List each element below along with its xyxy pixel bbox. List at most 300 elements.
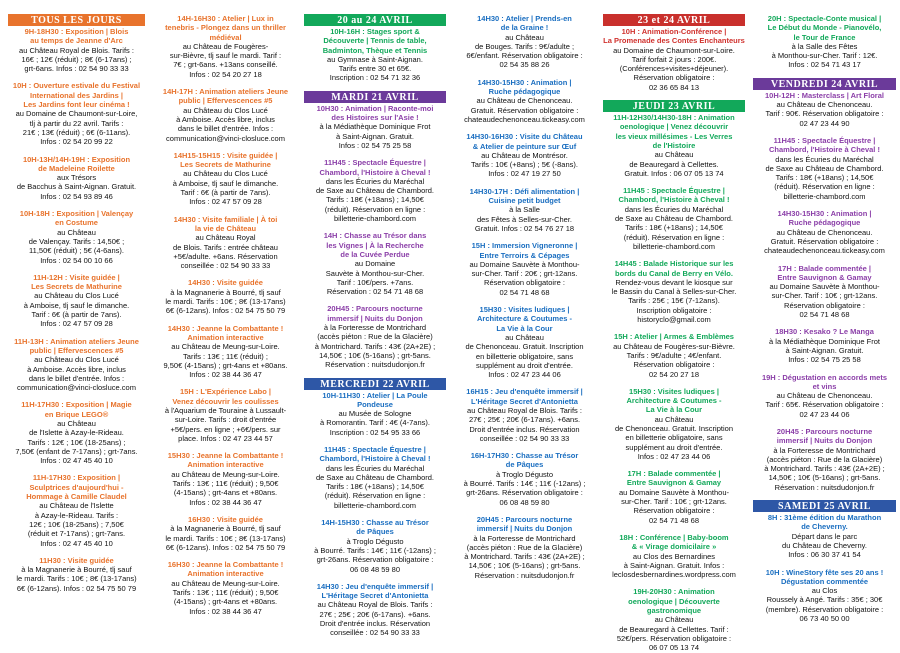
event-detail: au Clos	[811, 586, 838, 596]
event-item	[300, 158, 450, 223]
event-detail: (réduit et 7-17ans) ; grt-7ans.	[27, 529, 126, 539]
event-title: 19H : Dégustation en accords mets	[761, 372, 888, 382]
event-title: Architecture & Coutumes -	[476, 314, 572, 324]
event-title: au temps de Jeanne d'Arc	[30, 36, 123, 46]
event-item	[151, 278, 300, 315]
event-detail: au Château de Chenonceau.	[776, 227, 873, 237]
event-item	[599, 587, 749, 652]
event-title: de Pâques	[505, 460, 544, 470]
event-detail: à Monthou-sur-Cher. Tarif : 12€.	[771, 51, 878, 61]
event-item	[300, 445, 450, 510]
event-detail: conseillée : 02 54 90 33 33	[330, 628, 420, 638]
event-title: 10H-12H : Masterclass | Art Floral	[765, 90, 884, 100]
event-detail: (membre). Réservation obligatoire :	[765, 604, 884, 614]
event-detail: leclosdesbernardines.wordpress.com	[612, 570, 736, 580]
event-title: Architecture & Coutumes -	[626, 396, 722, 406]
event-title: Animation interactive	[187, 460, 264, 470]
event-detail: dans le billet d'entrée. Infos :	[177, 124, 274, 134]
event-item	[151, 14, 300, 79]
event-detail: Tarifs entre 30 et 65€.	[338, 64, 412, 74]
event-detail: à la Magnanerie à Bourré, tlj sauf	[21, 565, 132, 575]
event-detail: dans le billet d'entrée. Infos :	[28, 373, 125, 383]
event-title: médiéval	[209, 32, 242, 42]
event-title: 10H-16H : Stages sport &	[330, 27, 420, 36]
event-detail: 9,50€ (4-15ans) ; grt-4ans et +80ans.	[163, 360, 288, 370]
event-title: 15H30 : Visites ludiques |	[629, 386, 719, 396]
event-detail: Sauvète à Monthou-sur-Cher.	[325, 268, 425, 278]
event-detail: à Amboise. Accès libre, inclus	[176, 114, 275, 124]
event-detail: au Château de Chenonceau.	[776, 391, 873, 401]
event-detail: (accès piéton : Rue de la Glacière)	[766, 454, 883, 464]
event-title: & « Virage domicilaire »	[631, 542, 717, 552]
event-title: La Vie à la Cour	[645, 405, 703, 415]
event-title: public | Effervescences #5	[178, 96, 273, 106]
event-detail: en billetterie obligatoire, sans	[475, 351, 574, 361]
event-title: 18H30 : Kesako ? Le Manga	[775, 327, 874, 337]
event-title: en Brique LEGO®	[44, 409, 109, 419]
event-title: 10H : Animation-Conférence |	[621, 27, 727, 36]
event-detail: 21€ ; 13€ (réduit) ; 6€ (6-11ans).	[22, 127, 131, 137]
event-detail: (accès piéton : Rue de la Glacière)	[466, 542, 583, 552]
event-detail: tlj à partir du 22 avril. Tarifs :	[29, 118, 124, 128]
event-detail: de l'Islette à Azay-le-Rideau.	[29, 428, 124, 438]
event-detail: Tarifs : 18€ (+18ans) ; 14,50€	[625, 223, 723, 233]
event-detail: à Romorantin. Tarif : 4€ (4-7ans).	[320, 418, 430, 428]
event-detail: à Saint-Aignan. Gratuit.	[336, 131, 414, 141]
event-detail: Rendez-vous devant le kiosque sur	[615, 277, 733, 287]
event-detail: Tarifs : 18€ (+18ans) ; 14,50€	[326, 195, 424, 205]
event-title: 18H : Conférence | Baby-boom	[619, 532, 729, 542]
event-title: les Vignes | À la Recherche	[326, 240, 424, 250]
event-detail: 14,50€ ; 10€ (5-16ans) ; grt-5ans.	[319, 350, 431, 360]
event-detail: Infos : 02 38 44 36 47	[189, 370, 262, 380]
event-detail: (réduit). Réservation en ligne :	[623, 232, 725, 242]
event-detail: au Château	[57, 227, 96, 237]
event-detail: 02 36 65 84 13	[648, 82, 700, 92]
event-item	[450, 241, 599, 297]
event-title: Découverte | Tennis de table,	[323, 36, 427, 46]
event-title: Hommage à Camille Claudel	[26, 492, 127, 502]
event-item	[599, 27, 749, 92]
event-detail: Tarifs : 13€ ; 11€ (réduit) ; 9,50€	[172, 479, 279, 489]
event-detail: Infos : 02 47 45 40 10	[40, 456, 113, 466]
event-detail: au Château Royal de Blois. Tarifs :	[317, 600, 433, 610]
event-title: 14H30-15H30 : Animation |	[477, 77, 572, 87]
event-detail: Tarifs : 13€ ; 11€ (réduit) ; 9,50€	[172, 588, 279, 598]
event-title: 14H-16H30 : Atelier | Lux in	[177, 14, 274, 23]
event-item	[151, 560, 300, 616]
event-title: International des Jardins |	[30, 90, 123, 100]
event-detail: de Saxe au Château de Chambord.	[316, 472, 434, 482]
event-title: 10H-18H : Exposition | Valençay	[19, 209, 134, 219]
day-header: VENDREDI 24 AVRIL	[753, 78, 896, 90]
event-detail: Gratuit. Réservation obligatoire :	[770, 236, 879, 246]
event-detail: Droit d'entrée inclus. Réservation	[469, 424, 580, 434]
event-detail: +5€/pers. en ligne ; +6€/pers. sur	[170, 424, 281, 434]
event-detail: Tarifs : 10€ (+8ans) ; 5€ (-8ans).	[471, 160, 578, 170]
event-item	[300, 518, 450, 574]
event-item	[450, 132, 599, 178]
event-detail: de Saxe au Château de Chambord.	[765, 163, 884, 173]
event-item	[749, 513, 900, 559]
event-detail: conseillée : 02 54 90 33 33	[479, 433, 570, 443]
event-title: 10H-13H/14H-19H : Exposition	[22, 154, 131, 164]
event-detail: le mardi. Tarifs : 10€ ; 8€ (13-17ans)	[165, 533, 286, 543]
event-item	[599, 186, 749, 251]
event-detail: Roussely à Angé. Tarifs : 35€ ; 30€	[766, 595, 883, 605]
event-detail: 27€ ; 25€ ; 20€ (6-17ans). +6ans.	[468, 415, 581, 425]
event-detail: au Domaine Sauvète à Monthou-	[469, 259, 580, 269]
event-detail: au Château de Meung-sur-Loire.	[171, 578, 280, 588]
event-detail: au Château	[505, 32, 544, 42]
event-detail: au Clos des Bernardines	[632, 551, 716, 561]
event-item	[151, 387, 300, 443]
event-title: de la Cuvée Perdue	[340, 249, 410, 259]
event-item	[599, 259, 749, 324]
event-item	[749, 91, 900, 128]
event-item	[151, 515, 300, 552]
event-detail: au Domaine	[354, 259, 396, 269]
event-detail: à Azay-le-Rideau. Tarifs :	[34, 510, 119, 520]
event-detail: billetterie-chambord.com	[333, 500, 417, 510]
day-header: 23 et 24 AVRIL	[603, 14, 745, 26]
event-title: Pondeuse	[357, 399, 393, 409]
event-detail: Réservation obligatoire :	[784, 300, 865, 310]
event-item	[599, 533, 749, 579]
event-title: Animation interactive	[187, 332, 264, 342]
event-detail: 06 08 48 59 80	[499, 497, 550, 507]
event-detail: de Saxe au Château de Chambord.	[615, 214, 733, 224]
event-detail: communication@vinci-closluce.com	[166, 133, 285, 143]
event-detail: sur-Cher. Tarif : 10€ ; grt-12ans.	[771, 291, 878, 301]
event-title: de Pâques	[356, 527, 394, 537]
event-detail: communication@vinci-closluce.com	[17, 383, 136, 393]
event-detail: chateaudechenonceau.tickeasy.com	[764, 246, 885, 256]
event-title: 15H30 : Jeanne la Combattante !	[167, 451, 284, 461]
event-detail: 02 54 71 48 68	[648, 515, 700, 525]
event-detail: 16€ ; 12€ (réduit) ; 8€ (6-17ans) ;	[21, 54, 132, 64]
event-item	[151, 151, 300, 207]
event-detail: 7€ ; grt-6ans. +13ans conseillé.	[173, 60, 278, 70]
column-6	[749, 14, 900, 636]
event-detail: du Château de Cheverny.	[782, 540, 867, 550]
event-title: gastronomique	[646, 606, 702, 616]
event-title: 14H30 : Visite familiale | À toi	[173, 214, 278, 224]
event-title: Chambord, l'Histoire à Cheval !	[618, 195, 730, 205]
event-detail: au Château	[654, 150, 694, 160]
event-item	[450, 387, 599, 443]
event-detail: de Chenonceau. Gratuit. Inscription	[465, 342, 584, 352]
event-item	[450, 305, 599, 379]
event-detail: Infos : 02 47 45 40 10	[40, 538, 113, 548]
event-detail: 06 07 05 13 74	[648, 643, 700, 653]
event-detail: 02 47 23 44 06	[799, 409, 850, 419]
event-title: de Madeleine Roilette	[38, 163, 115, 173]
event-detail: de Bouges. Tarifs : 9€/adulte ;	[474, 41, 575, 51]
event-item	[599, 387, 749, 461]
event-detail: 12€ ; 10€ (18-25ans) ; 7,50€	[29, 519, 124, 529]
event-detail: de Bacchus à Saint-Aignan. Gratuit.	[16, 182, 137, 192]
event-title: 14H30-17H : Défi alimentation |	[469, 186, 580, 196]
event-title: public | Effervescences #5	[29, 345, 124, 355]
event-title: 10H : WineStory fête ses 20 ans !	[765, 567, 884, 577]
column-1	[2, 14, 151, 636]
event-detail: au Château de Fougères-	[182, 41, 269, 51]
event-item	[749, 136, 900, 201]
event-title: 11H30 : Visite guidée	[39, 555, 114, 565]
event-detail: à Bourré. Tarifs : 14€ ; 11€ (-12ans) ;	[314, 545, 436, 555]
event-detail: place. Infos : 02 47 23 44 57	[178, 433, 273, 443]
event-title: 11H45 : Spectacle Équestre |	[623, 186, 725, 196]
day-header: MARDI 21 AVRIL	[304, 91, 446, 103]
event-detail: Inscription : 02 54 95 33 66	[329, 427, 421, 437]
event-detail: Réservation obligatoire :	[633, 506, 715, 516]
event-detail: Tarif : 90€. Réservation obligatoire :	[765, 109, 884, 119]
event-detail: en billetterie obligatoire, sans	[625, 433, 723, 443]
event-detail: 02 47 23 44 90	[799, 118, 850, 128]
event-detail: sur-Loire. Tarifs : droit d'entrée	[174, 415, 277, 425]
event-detail: (4-15ans) ; grt-4ans et +80ans.	[173, 597, 278, 607]
event-detail: dans les Écuries du Maréchal	[624, 204, 724, 214]
event-detail: billetterie-chambord.com	[333, 214, 417, 224]
event-item	[4, 400, 149, 465]
event-title: L'Héritage Secret d'Antonietta	[321, 591, 429, 601]
event-title: 15H30 : Visites ludiques |	[479, 305, 570, 315]
event-detail: au Château du Clos Lucé	[183, 105, 268, 115]
event-detail: (accès piéton : Rue de la Glacière)	[317, 332, 433, 342]
event-detail: 6€/enfant. Réservation obligatoire :	[466, 51, 583, 61]
event-detail: au Château Royal de Blois. Tarifs :	[467, 405, 582, 415]
event-detail: 02 54 20 27 18	[648, 369, 700, 379]
event-title: oenologique | Venez découvrir	[619, 122, 729, 132]
event-item	[4, 556, 149, 593]
event-detail: Réservation : 02 54 71 48 68	[326, 287, 424, 297]
event-title: 8H : 31ème édition du Marathon	[767, 513, 882, 523]
event-detail: au Château	[505, 332, 544, 342]
event-detail: Infos : 02 38 44 36 47	[189, 497, 262, 507]
day-header: TOUS LES JOURS	[8, 14, 145, 26]
event-detail: de Blois. Tarifs : entrée château	[173, 242, 278, 252]
event-item	[749, 209, 900, 255]
event-detail: Tarifs : 25€ ; 15€ (7-12ans).	[628, 296, 720, 306]
event-detail: 7,50€ (enfant de 7-17ans) ; grt-7ans.	[15, 446, 138, 456]
event-item	[151, 87, 300, 143]
event-title: Animation interactive	[187, 569, 264, 579]
event-detail: Tarif : 10€/pers. +7ans.	[336, 277, 414, 287]
event-detail: 06 73 40 50 00	[799, 614, 850, 624]
event-detail: Réservation : nuitsdudonjon.fr	[774, 482, 875, 492]
event-detail: au Château de Montrésor.	[481, 150, 568, 160]
event-detail: au Château du Clos Lucé	[34, 291, 119, 301]
event-title: Ruche pédagogique	[488, 87, 561, 97]
event-detail: Infos : 02 47 19 27 50	[488, 169, 561, 179]
event-detail: au Château de Meung-sur-Loire.	[171, 342, 280, 352]
event-item	[151, 215, 300, 271]
event-detail: historyclo@gmail.com	[637, 315, 711, 325]
event-title: Venez découvrir les coulisses	[172, 396, 279, 406]
event-title: 14H30 : Atelier | Prends-en	[477, 14, 572, 23]
event-detail: à la Magnanerie à Bourré, tlj sauf	[170, 287, 281, 297]
event-title: oenologique | Découverte	[628, 596, 720, 606]
event-title: La Promenade des Contes Enchanteurs	[603, 36, 745, 46]
event-detail: de Valençay. Tarifs : 14,50€ ;	[28, 236, 125, 246]
event-detail: à Bourré. Tarifs : 14€ ; 11€ (-12ans) ;	[463, 479, 586, 489]
event-title: 14H30 : Visite guidée	[188, 278, 263, 288]
event-title: 15H : Immersion Vigneronne |	[471, 241, 578, 251]
event-detail: (réduit). Réservation en ligne :	[774, 182, 875, 192]
event-title: 20H45 : Parcours nocturne	[776, 426, 873, 436]
event-title: 14H15-15H15 : Visite guidée |	[173, 150, 278, 160]
event-detail: Infos : 02 54 00 10 66	[40, 255, 113, 265]
event-title: & Atelier de peinture sur Œuf	[472, 141, 577, 151]
event-title: 10H-11H30 : Atelier | La Poule	[322, 390, 428, 400]
event-detail: Tarifs : 13€ ; 11€ (réduit) ;	[183, 351, 268, 361]
event-title: La Vie à la Cour	[496, 323, 553, 333]
event-item	[4, 337, 149, 393]
event-title: 19H-20H30 : Animation	[633, 587, 715, 597]
event-detail: au Château	[654, 615, 694, 625]
event-title: 14H45 : Balade Historique sur les	[614, 259, 734, 269]
event-detail: Départ dans le parc	[791, 531, 858, 541]
event-item	[450, 78, 599, 124]
event-detail: au Château Royal	[195, 233, 256, 243]
event-title: des Histoires sur l'Asie !	[331, 113, 419, 123]
event-detail: Gratuit. Infos : 02 54 76 27 18	[474, 223, 575, 233]
event-detail: à la Forteresse de Montrichard	[473, 533, 576, 543]
event-detail: 02 54 35 88 26	[499, 60, 550, 70]
event-title: 11H-12H30/14H30-18H : Animation	[613, 113, 735, 123]
event-title: 11H45 : Spectacle Équestre |	[773, 135, 876, 145]
event-item	[300, 231, 450, 296]
event-item	[4, 81, 149, 146]
event-detail: Tarifs : 12€ ; 10€ (18-25ans) ;	[27, 437, 126, 447]
event-detail: à la Forteresse de Montrichard	[323, 323, 427, 333]
event-item	[749, 327, 900, 364]
event-title: la vie de Château	[194, 223, 257, 233]
event-detail: Infos : 02 47 57 09 28	[189, 197, 262, 207]
event-title: 11H-13H : Animation ateliers Jeune	[14, 336, 139, 346]
event-detail: Infos : 02 54 71 43 17	[788, 60, 861, 70]
event-item	[151, 324, 300, 380]
event-detail: à Montrichard. Tarifs : 43€ (2A+2E) ;	[464, 552, 585, 562]
event-detail: à Amboise. Accès libre, inclus	[27, 364, 126, 374]
event-title: 10H30 : Animation | Raconte-moi	[316, 103, 434, 113]
event-detail: billetterie-chambord.com	[783, 191, 866, 201]
event-title: 15H : Atelier | Armes & Emblèmes	[614, 332, 734, 342]
day-header: 20 au 24 AVRIL	[304, 14, 446, 26]
event-detail: 6€ (6-12ans). Infos : 02 54 75 50 79	[16, 583, 137, 593]
event-title: les vieux millésimes - Les Verres	[615, 131, 733, 141]
event-detail: le mardi. Tarifs : 10€ ; 8€ (13-17ans)	[16, 574, 137, 584]
event-detail: au Château Royal de Blois. Tarifs :	[19, 45, 134, 55]
column-4	[450, 14, 599, 636]
event-detail: au Domaine Sauvète à Monthou-	[618, 487, 730, 497]
event-title: Les Secrets de Mathurine	[180, 160, 271, 170]
event-title: Dégustation commentée	[780, 576, 869, 586]
event-detail: 27€ ; 25€ ; 20€ (6-17ans). +6ans.	[319, 609, 431, 619]
event-item	[300, 304, 450, 369]
event-detail: à la Magnanerie à Bourré, tlj sauf	[170, 524, 281, 534]
event-item	[749, 373, 900, 419]
event-title: Chambord, l'Histoire à Cheval !	[769, 145, 880, 155]
event-item	[749, 264, 900, 320]
event-detail: billetterie-chambord.com	[632, 241, 716, 251]
event-detail: +5€/adulte. +6ans. Réservation	[173, 251, 278, 261]
event-detail: à Saint-Aignan. Gratuit.	[785, 345, 864, 355]
event-title: Le Début du Monde - Pianovélo,	[767, 23, 882, 33]
event-detail: Tarifs : 18€ (+18ans) ; 14,50€	[775, 173, 874, 183]
event-title: 17H : Balade commentée |	[778, 263, 871, 273]
event-item	[4, 473, 149, 547]
event-detail: Infos : 02 54 75 25 58	[338, 140, 412, 150]
event-title: 11H-17H30 : Exposition | Magie	[21, 400, 132, 410]
column-2	[151, 14, 300, 636]
event-item	[749, 14, 900, 70]
day-header: JEUDI 23 AVRIL	[603, 100, 745, 112]
event-title: 16H-17H30 : Chasse au Trésor	[470, 451, 579, 461]
event-title: 11H-12H : Visite guidée |	[33, 272, 120, 282]
event-detail: de Beauregard à Cellettes.	[629, 159, 719, 169]
event-detail: Tarif : 6€ (à partir de 7ans).	[180, 188, 271, 198]
event-title: 20H : Spectacle-Conte musical |	[767, 14, 882, 23]
event-title: tenebris - Plongez dans un thriller	[165, 23, 286, 33]
event-detail: 6€ (6-12ans). Infos : 02 54 75 50 79	[165, 306, 286, 316]
event-title: en Costume	[55, 218, 98, 228]
event-title: de la Graine !	[500, 23, 549, 33]
event-detail: à la Forteresse de Montrichard	[773, 445, 876, 455]
event-title: le Tour de France	[793, 32, 856, 42]
event-title: 9H-18H30 : Exposition | Blois	[24, 27, 129, 36]
event-detail: Inscription obligatoire :	[636, 305, 712, 315]
event-detail: Réservation obligatoire :	[484, 278, 565, 288]
event-detail: au Château de l'Islette	[39, 501, 114, 511]
event-detail: dans les Écuries du Maréchal	[325, 463, 425, 473]
event-detail: Gratuit. Réservation obligatoire :	[470, 105, 579, 115]
event-detail: au Domaine de Chaumont-sur-Loire.	[613, 45, 735, 55]
event-title: Les Secrets de Mathurine	[31, 282, 122, 292]
event-detail: 6€ (6-12ans). Infos : 02 54 75 50 79	[165, 542, 286, 552]
event-detail: au Château de Chenonceau.	[776, 100, 873, 110]
event-detail: au Château de Chenonceau.	[476, 96, 573, 106]
event-detail: Tarif : 6€ (à partir de 7ans).	[31, 310, 122, 320]
event-detail: 14,50€ ; 10€ (5-16ans) ; grt-5ans.	[468, 561, 581, 571]
event-item	[300, 104, 450, 150]
event-detail: Inscription : 02 54 71 32 36	[329, 73, 421, 83]
event-detail: à Montrichard. Tarifs : 43€ (2A+2E) ;	[764, 464, 885, 474]
event-detail: sur-Bièvre, tlj sauf le mardi. Tarif :	[169, 51, 282, 61]
event-detail: grt-26ans. Réservation obligatoire :	[466, 488, 583, 498]
event-detail: 14,50€ ; 10€ (5-16ans) ; grt-5ans.	[768, 473, 881, 483]
event-detail: Infos : 02 47 23 44 06	[637, 451, 711, 461]
event-title: 14H30 : Jeanne la Combattante !	[167, 323, 284, 333]
event-title: 11H45 : Spectacle Équestre |	[324, 158, 426, 168]
event-detail: au Château	[654, 414, 694, 424]
event-detail: au Château du Clos Lucé	[34, 355, 119, 365]
event-title: Chambord, l'Histoire à Cheval !	[319, 454, 431, 464]
event-detail: au Château de Fougères-sur-Bièvre.	[613, 341, 735, 351]
event-detail: grt-6ans. Infos : 02 54 90 33 33	[24, 64, 129, 74]
event-detail: Infos : 02 54 20 27 18	[189, 69, 262, 79]
event-title: Ruche pédagogique	[788, 218, 861, 228]
event-title: 20H45 : Parcours nocturne	[327, 304, 423, 314]
event-item	[749, 427, 900, 492]
event-detail: (réduit). Réservation en ligne :	[324, 204, 426, 214]
event-detail: Tarif : 65€. Réservation obligatoire :	[765, 400, 884, 410]
event-title: Chambord, l'Histoire à Cheval !	[319, 167, 431, 177]
event-detail: Infos : 02 47 57 09 28	[40, 319, 113, 329]
event-detail: Tarifs : 9€/adulte ; 4€/enfant.	[626, 350, 722, 360]
event-item	[151, 451, 300, 507]
